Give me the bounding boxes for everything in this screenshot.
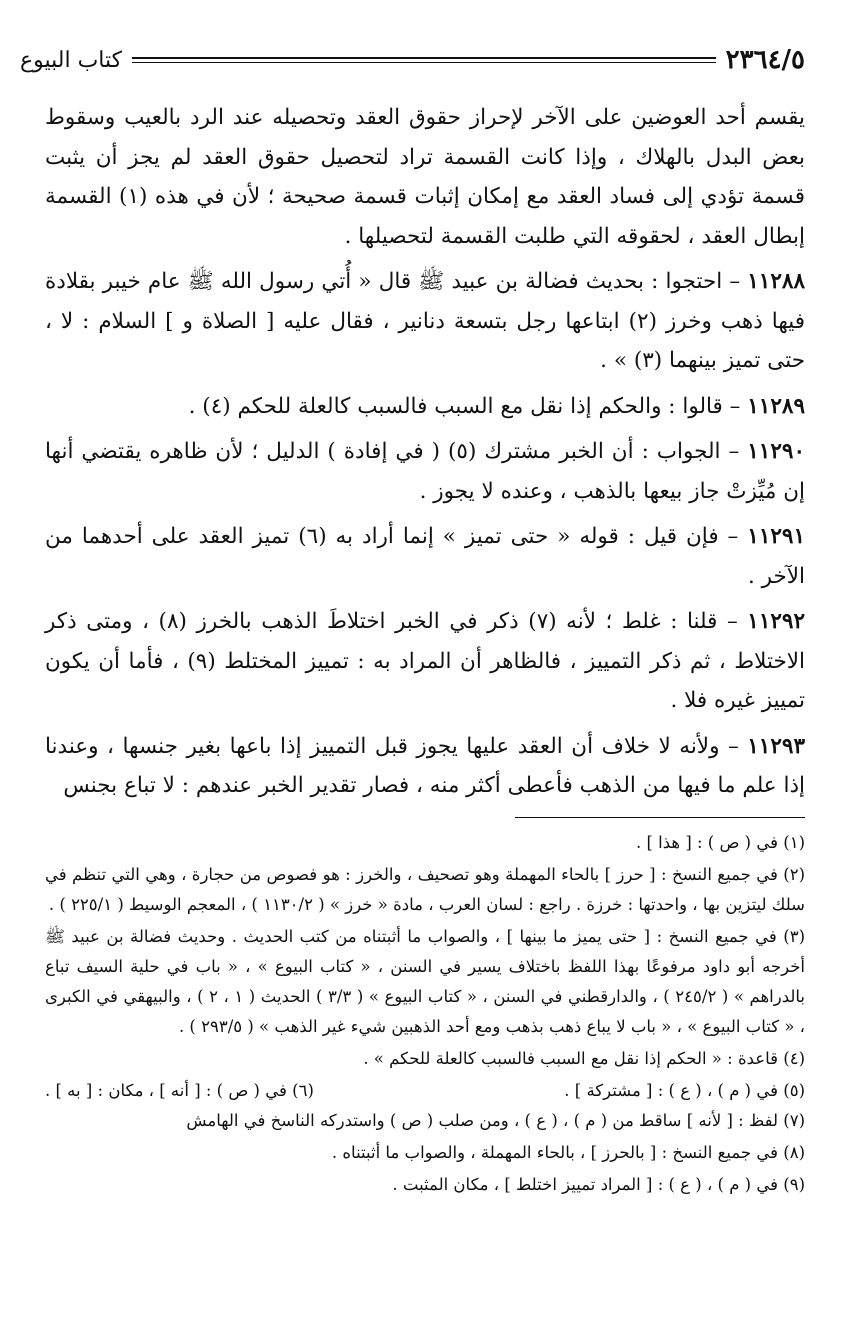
footnotes (45, 828, 805, 1202)
paragraph-number: ١١٢٩٢ (747, 609, 806, 634)
paragraph-text: – ولأنه لا خلاف أن العقد عليها يجوز قبل التمييز إذا باعها بغير جنسها ، وعندنا إذا علم ما فيها من الذهب فأعطى أكثر منه ، فصار تقدير الخبر عندهم : لا تباع بجنس (45, 733, 805, 798)
footnote: (١) في ( ص ) : [ هذا ] . (635, 833, 805, 852)
paragraph-number: ١١٢٨٩ (747, 393, 805, 419)
footnote: (٤) قاعدة : « الحكم إذا نقل مع السبب فالسبب كالعلة للحكم » . (363, 1049, 805, 1068)
page-number: ٢٣٦٤/٥ (725, 45, 805, 75)
footnote-separator (515, 817, 805, 818)
footnote: (٣) في جميع النسخ : [ حتى يميز ما بينها ] ، والصواب ما أثبتناه من كتب الحديث . وحديث فضالة بن عبيد ﷺ أخرجه أبو داود مرفوعًا بهذا اللفظ باختلاف يسير في السنن ، « كتاب البيوع » ، « باب في حلية السيف تباع بالدراهم » ( ٢٤٥/٢ ) ، والدارقطني في السنن ، « كتاب البيوع » ( ٣/٣ ) الحديث ( ١ ، ٢ ) ، والبيهقي في الكبرى ، « كتاب البيوع » ، « باب لا يباع ذهب بذهب ومع أحد الذهبين شيء غير الذهب » ( ٢٩٣/٥ ) . (45, 927, 806, 1036)
paragraph (45, 727, 805, 806)
book-title: كتاب البيوع (20, 47, 123, 73)
paragraph-text: – فإن قيل : قوله « حتى تميز » إنما أراد به (٦) تميز العقد على أحدهما من الآخر . (45, 524, 805, 589)
paragraph-text: – قلنا : غلط ؛ لأنه (٧) ذكر في الخبر اختلاطَ الذهب بالخرز (٨) ، ومتى ذكر الاختلاط ، ثم ذكر التمييز ، فالظاهر أن المراد به : تمييز المختلط (٩) ، فأما أن يكون تمييز غيره فلا . (45, 609, 805, 713)
footnote: (٨) في جميع النسخ : [ بالحرز ] ، بالحاء المهملة ، والصواب ما أثبتناه . (331, 1143, 805, 1162)
paragraph-text: – الجواب : أن الخبر مشترك (٥) ( في إفادة ) الدليل ؛ لأن ظاهره يقتضي أنها إن مُيِّزتْ جاز بيعها بالذهب ، وعنده لا يجوز . (45, 439, 805, 504)
paragraph-text: – احتجوا : بحديث فضالة بن عبيد ﷺ قال « أُتي رسول الله ﷺ عام خيبر بقلادة فيها ذهب وخرز (٢) ابتاعها رجل بتسعة دنانير ، فقال عليه [ الصلاة و ] السلام : لا ، حتى تميز بينهما (٣) » . (45, 269, 806, 373)
footnote: (٥) في ( م ) ، ( ع ) : [ مشتركة ] . (564, 1081, 805, 1100)
main-text (45, 98, 805, 812)
page-header (20, 40, 805, 80)
header-rule (132, 57, 716, 63)
paragraph (45, 517, 805, 596)
paragraph (45, 432, 805, 511)
paragraph (45, 602, 805, 721)
paragraph-text: – قالوا : والحكم إذا نقل مع السبب فالسبب كالعلة للحكم (٤) . (188, 393, 748, 419)
paragraph-number: ١١٢٨٨ (747, 269, 805, 294)
paragraph-number: ١١٢٩١ (747, 524, 806, 549)
paragraph-number: ١١٢٩٣ (747, 733, 805, 759)
footnote: (٦) في ( ص ) : [ أنه ] ، مكان : [ به ] . (45, 1081, 314, 1100)
paragraph-text: يقسم أحد العوضين على الآخر لإحراز حقوق العقد وتحصيله عند الرد بالعيب وسقوط بعض البدل بالهلاك ، وإذا كانت القسمة تراد لتحصيل حقوق العقد لم يجز أن يثبت قسمة تؤدي إلى فساد العقد مع إمكان إثبات قسمة صحيحة ؛ لأن في هذه (١) القسمة إبطال العقد ، لحقوقه التي طلبت القسمة لتحصيلها . (45, 105, 805, 249)
footnote-row (45, 1076, 805, 1106)
paragraph-number: ١١٢٩٠ (747, 439, 805, 464)
footnote: (٢) في جميع النسخ : [ حرز ] بالحاء المهملة وهو تصحيف ، والخرز : هو فصوص من حجارة ، وهي التي تنظم في سلك ليتزين بها ، واحدتها : خرزة . راجع : لسان العرب ، مادة « خرز » ( ١١٣٠/٢ ) ، المعجم الوسيط ( ٢٢٥/١ ) . (45, 865, 805, 914)
paragraph (45, 98, 805, 256)
paragraph (45, 387, 805, 427)
paragraph (45, 262, 805, 381)
footnote: (٩) في ( م ) ، ( ع ) : [ المراد تمييز اختلط ] ، مكان المثبت . (392, 1175, 805, 1194)
footnote: (٧) لفظ : [ لأنه ] ساقط من ( م ) ، ( ع ) ، ومن صلب ( ص ) واستدركه الناسخ في الهامش (186, 1111, 805, 1130)
